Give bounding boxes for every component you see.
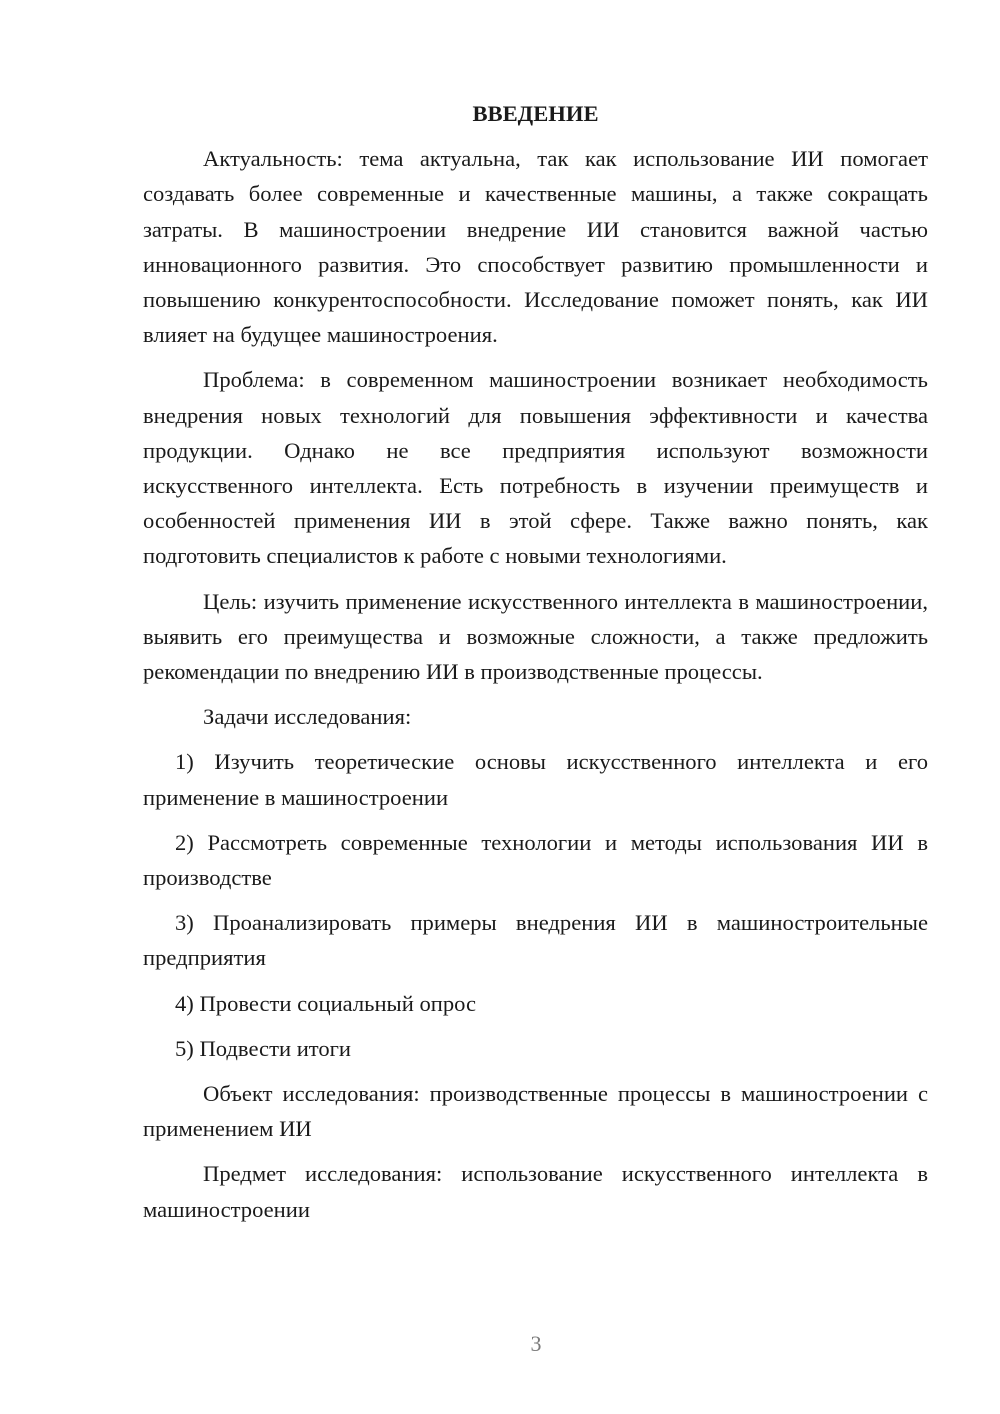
- page-number: 3: [530, 1331, 542, 1356]
- goal-paragraph: Цель: изучить применение искусственного интеллекта в машиностроении, выявить его преимущества и возможные сложности, а также предложить рекомендации по внедрению ИИ в производственные процессы.: [143, 588, 928, 685]
- task-item-4: 4) Провести социальный опрос: [175, 990, 477, 1016]
- document-body: [143, 96, 928, 1237]
- task-item-3: 3) Проанализировать примеры внедрения ИИ в машиностроительные предприятия: [143, 910, 928, 971]
- object-paragraph: Объект исследования: производственные процессы в машиностроении с применением ИИ: [143, 1081, 928, 1142]
- task-item-2: 2) Рассмотреть современные технологии и методы использования ИИ в производстве: [143, 829, 928, 891]
- task-item-5: 5) Подвести итоги: [175, 1035, 352, 1061]
- tasks-title: Задачи исследования:: [203, 704, 412, 730]
- section-heading: ВВЕДЕНИЕ: [472, 101, 599, 126]
- subject-paragraph: Предмет исследования: использование искусственного интеллекта в машиностроении: [143, 1161, 928, 1222]
- relevance-paragraph: Актуальность: тема актуальна, так как использование ИИ помогает создавать более современные и качественные машины, а также сокращать затраты. В машиностроении внедрение ИИ становится важной частью инновационного развития. Это способствует развитию промышленности и повышению конкурентоспособности. Исследование поможет понять, как ИИ влияет на будущее машиностроения.: [143, 146, 928, 348]
- task-item-1: 1) Изучить теоретические основы искусственного интеллекта и его применение в машиностроении: [143, 749, 928, 810]
- problem-paragraph: Проблема: в современном машиностроении возникает необходимость внедрения новых технологий для повышения эффективности и качества продукции. Однако не все предприятия используют возможности искусственного интеллекта. Есть потребность в изучении преимуществ и особенностей применения ИИ в этой сфере. Также важно понять, как подготовить специалистов к работе с новыми технологиями.: [143, 367, 928, 569]
